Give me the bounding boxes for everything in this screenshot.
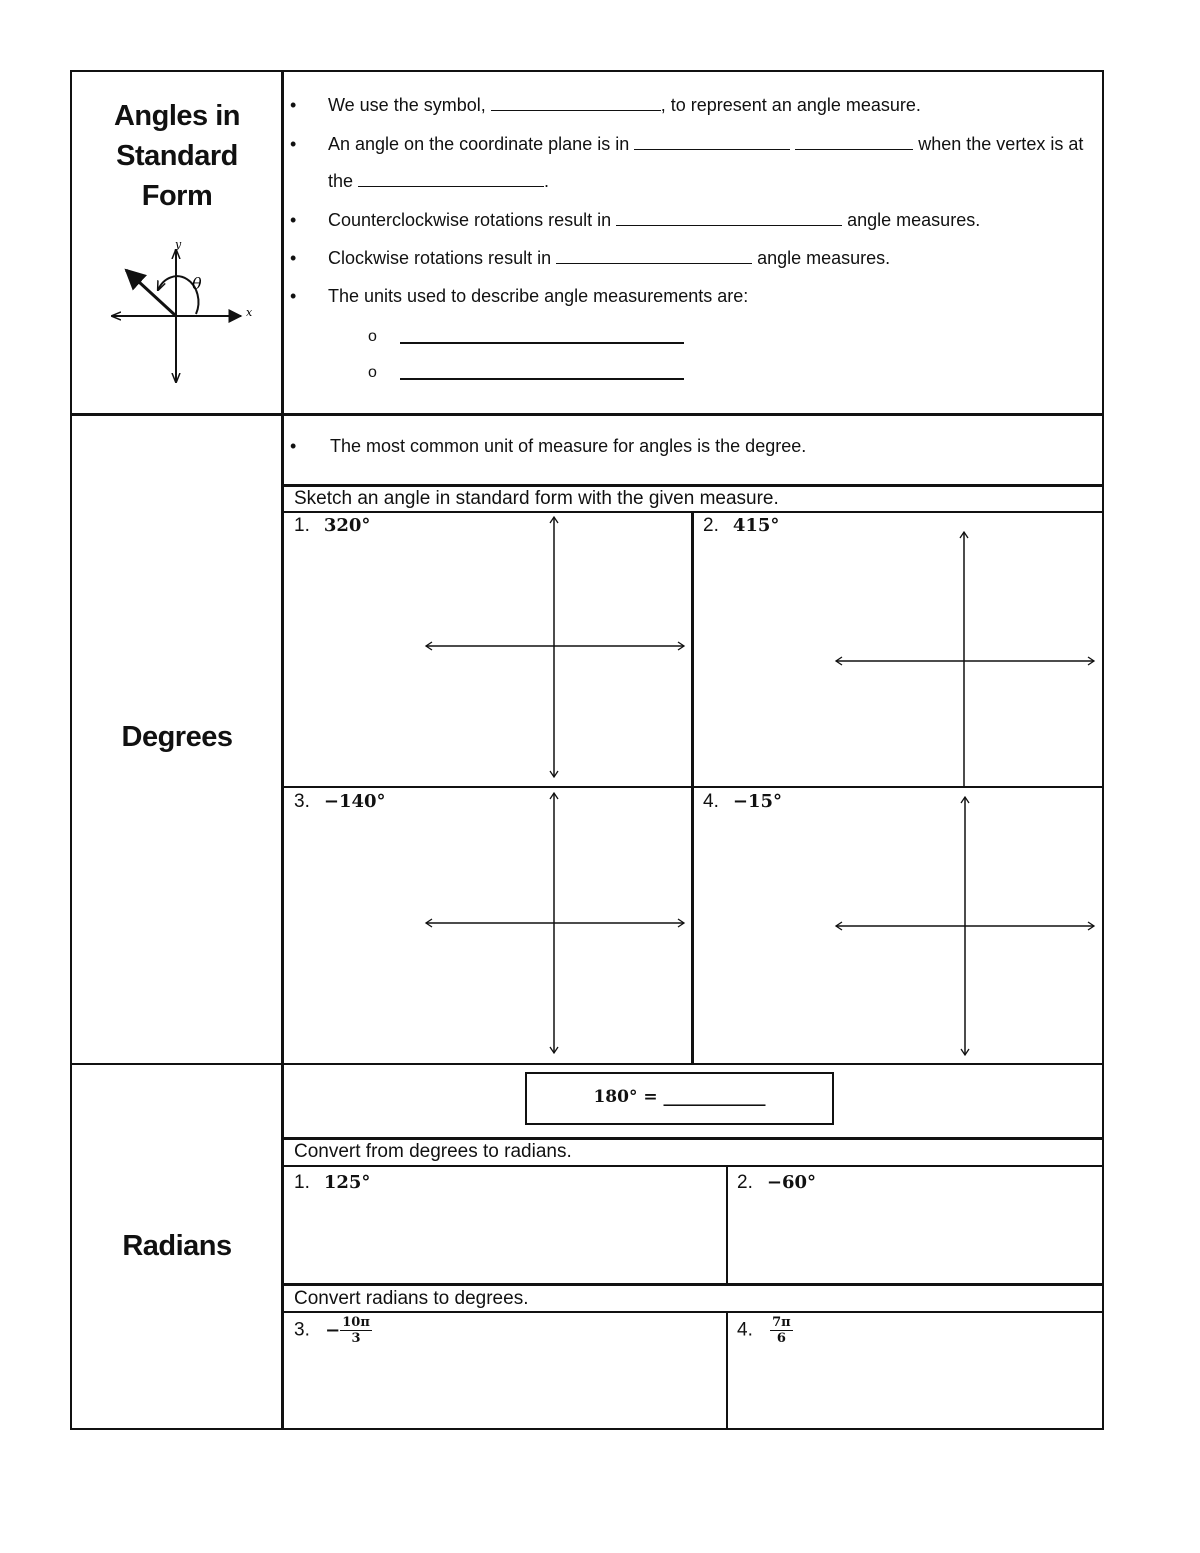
title-line: Form: [141, 180, 213, 212]
denominator: 6: [776, 1331, 786, 1346]
denominator: 3: [351, 1331, 361, 1346]
degrees-instruction: Sketch an angle in standard form with the given measure.: [294, 488, 779, 509]
bullet-dot: •: [290, 95, 297, 115]
note-text: .: [544, 171, 550, 191]
sketch-axes-2[interactable]: [834, 530, 1096, 790]
bullet-dot: •: [290, 286, 297, 306]
degree-problem-1: [294, 515, 370, 537]
fraction: [770, 1315, 793, 1346]
note-text: We use the symbol,: [328, 95, 491, 115]
note-text: when the vertex is at: [913, 134, 1084, 154]
section-title-radians: Radians: [122, 1230, 232, 1262]
sketch-axes-1[interactable]: [424, 515, 686, 779]
fill-blank-symbol[interactable]: [491, 96, 661, 111]
fill-blank-vertex[interactable]: [358, 172, 544, 187]
radian-problem-2: [737, 1172, 816, 1194]
problem-number: 1.: [294, 515, 310, 536]
title-line: Standard: [116, 140, 238, 172]
degree-problem-4: [703, 791, 782, 813]
degrees-note-divider: [282, 484, 1104, 487]
degrees-grid-vline: [691, 511, 694, 1064]
sub-bullet-2: o: [368, 364, 377, 381]
row-divider-1: [70, 413, 1104, 416]
note-text: Clockwise rotations result in: [328, 248, 557, 268]
problem-value: −140°: [323, 791, 386, 812]
problem-number: 4.: [737, 1319, 753, 1341]
numerator: 10π: [342, 1315, 370, 1330]
fill-blank-counterclockwise[interactable]: [616, 211, 842, 226]
radians-box-divider: [282, 1137, 1104, 1140]
theta-label: θ: [192, 274, 202, 293]
radians-instr1-divider: [282, 1165, 1104, 1167]
terminal-ray: [126, 270, 176, 316]
note-text: Counterclockwise rotations result in: [328, 210, 617, 230]
fill-blank-position-1[interactable]: [634, 135, 790, 150]
bullet-dot: •: [290, 436, 297, 456]
degree-problem-2: [703, 515, 779, 537]
radians-instr2-divider: [282, 1311, 1104, 1313]
problem-number: 3.: [294, 1319, 310, 1341]
bullet-dot: •: [290, 134, 297, 154]
bullet-dot: •: [290, 248, 297, 268]
table-border-right: [1102, 70, 1104, 1430]
note-text: An angle on the coordinate plane is in: [328, 134, 635, 154]
fill-blank-clockwise[interactable]: [556, 249, 752, 264]
problem-number: 1.: [294, 1172, 310, 1193]
problem-value: −15°: [732, 791, 782, 812]
bullet-dot: •: [290, 210, 297, 230]
radians-vline-bottom: [726, 1312, 728, 1429]
numerator: 7π: [772, 1315, 791, 1330]
problem-number: 4.: [703, 791, 719, 812]
degree-problem-3: [294, 791, 386, 813]
radians-instruction-1: Convert from degrees to radians.: [294, 1141, 572, 1162]
title-line: Angles in: [113, 100, 240, 132]
fill-blank-unit-2[interactable]: [400, 378, 684, 380]
note-text: angle measures.: [842, 210, 981, 230]
degrees-note-text: The most common unit of measure for angles is the degree.: [330, 436, 807, 456]
note-text: the: [328, 171, 359, 191]
conversion-box: [525, 1072, 834, 1125]
problem-number: 2.: [737, 1172, 753, 1193]
problem-value: 415°: [732, 515, 780, 536]
table-border-bottom: [70, 1428, 1104, 1430]
conversion-box-text[interactable]: 180° = ____________: [593, 1087, 766, 1107]
y-axis-label: y: [175, 238, 182, 251]
fraction: [340, 1315, 372, 1346]
problem-value: 320°: [323, 515, 371, 536]
fill-blank-position-2[interactable]: [795, 135, 913, 150]
radian-problem-4: [737, 1315, 793, 1346]
note-text: angle measures.: [752, 248, 891, 268]
section-title-degrees: Degrees: [121, 721, 233, 753]
note-text: The units used to describe angle measurements are:: [328, 286, 749, 306]
problem-number: 2.: [703, 515, 719, 536]
radian-problem-1: [294, 1172, 370, 1194]
section-title-standard-form: [72, 96, 282, 216]
x-axis-label: x: [246, 306, 253, 319]
note-text: , to represent an angle measure.: [660, 95, 921, 115]
sub-bullet-1: o: [368, 328, 377, 345]
standard-angle-diagram: [104, 236, 264, 386]
radian-problem-3: [294, 1315, 372, 1346]
table-border-top: [70, 70, 1104, 72]
fill-blank-unit-1[interactable]: [400, 342, 684, 344]
problem-value: −60°: [766, 1172, 816, 1193]
radians-vline-top: [726, 1166, 728, 1285]
sketch-axes-3[interactable]: [424, 791, 686, 1055]
sketch-axes-4[interactable]: [834, 795, 1096, 1057]
radians-instruction-2: Convert radians to degrees.: [294, 1288, 529, 1309]
problem-value: 125°: [323, 1172, 371, 1193]
problem-number: 3.: [294, 791, 310, 812]
radians-mid-divider: [282, 1283, 1104, 1286]
problem-sign: −: [325, 1320, 341, 1341]
row-divider-2: [70, 1063, 1104, 1065]
